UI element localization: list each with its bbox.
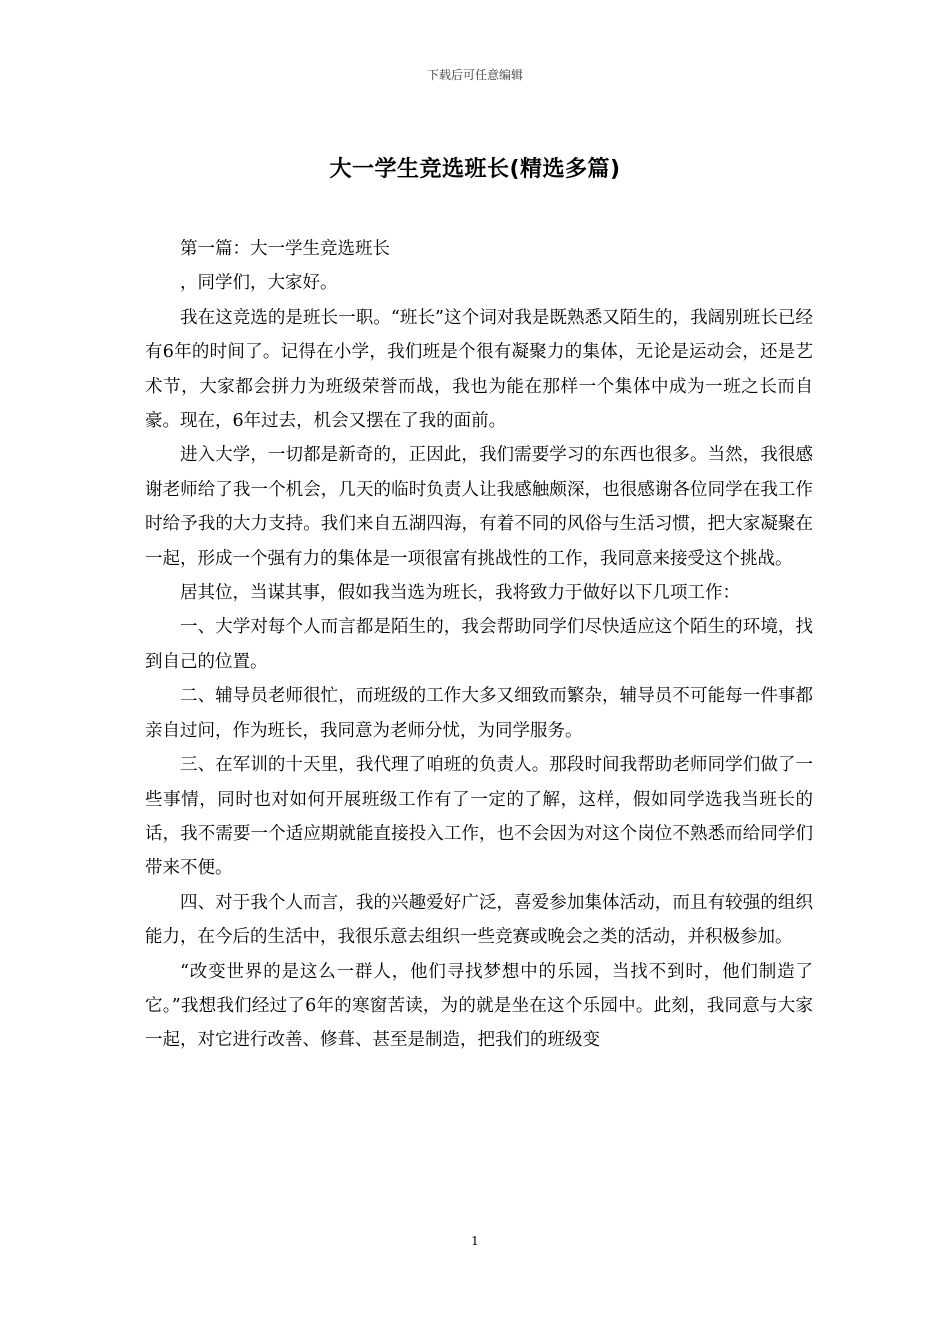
paragraph-section-heading: 第一篇：大一学生竞选班长 (180, 239, 390, 259)
paragraph: 四、对于我个人而言，我的兴趣爱好广泛，喜爱参加集体活动，而且有较强的组织能力，在今后的生活中，我很乐意去组织一些竞赛或晚会之类的活动，并积极参加。 (145, 892, 813, 948)
paragraph: 一、大学对每个人而言都是陌生的，我会帮助同学们尽快适应这个陌生的环境，找到自己的位置。 (145, 617, 813, 672)
paragraph: 二、辅导员老师很忙，而班级的工作大多又细致而繁杂，辅导员不可能每一件事都亲自过问，作为班长，我同意为老师分忧，为同学服务。 (145, 686, 813, 741)
paragraph-greeting: ，同学们，大家好。 (180, 273, 338, 294)
document-body (145, 232, 813, 1058)
header-note: 下载后可任意编辑 (426, 68, 523, 82)
paragraph: 进入大学，一切都是新奇的，正因此，我们需要学习的东西也很多。当然，我很感谢老师给了我一个机会，几天的临时负责人让我感触颇深，也很感谢各位同学在我工作时给予我的大力支持。我们来自五湖四海，有着不同的风俗与生活习惯，把大家凝聚在一起，形成一个强有力的集体是一项很富有挑战性的工作，我同意来接受这个挑战。 (145, 445, 813, 569)
paragraph: 居其位，当谋其事，假如我当选为班长，我将致力于做好以下几项工作： (180, 583, 740, 604)
page-number: 1 (471, 1234, 479, 1248)
paragraph: 我在这竞选的是班长一职。“班长”这个词对我是既熟悉又陌生的，我阔别班长已经有6年的时间了。记得在小学，我们班是个很有凝聚力的集体，无论是运动会，还是艺术节，大家都会拼力为班级荣誉而战，我也为能在那样一个集体中成为一班之长而自豪。现在，6年过去，机会又摆在了我的面前。 (145, 307, 813, 432)
paragraph: 三、在军训的十天里，我代理了咱班的负责人。那段时间我帮助老师同学们做了一些事情，同时也对如何开展班级工作有了一定的了解，这样，假如同学选我当班长的话，我不需要一个适应期就能直接投入工作，也不会因为对这个岗位不熟悉而给同学们带来不便。 (145, 755, 813, 879)
document-title: 大一学生竞选班长(精选多篇) (329, 157, 621, 182)
paragraph: “改变世界的是这么一群人，他们寻找梦想中的乐园，当找不到时，他们制造了它。”我想我们经过了6年的寒窗苦读，为的就是坐在这个乐园中。此刻，我同意与大家一起，对它进行改善、修葺、甚至是制造，把我们的班级变 (145, 961, 813, 1051)
